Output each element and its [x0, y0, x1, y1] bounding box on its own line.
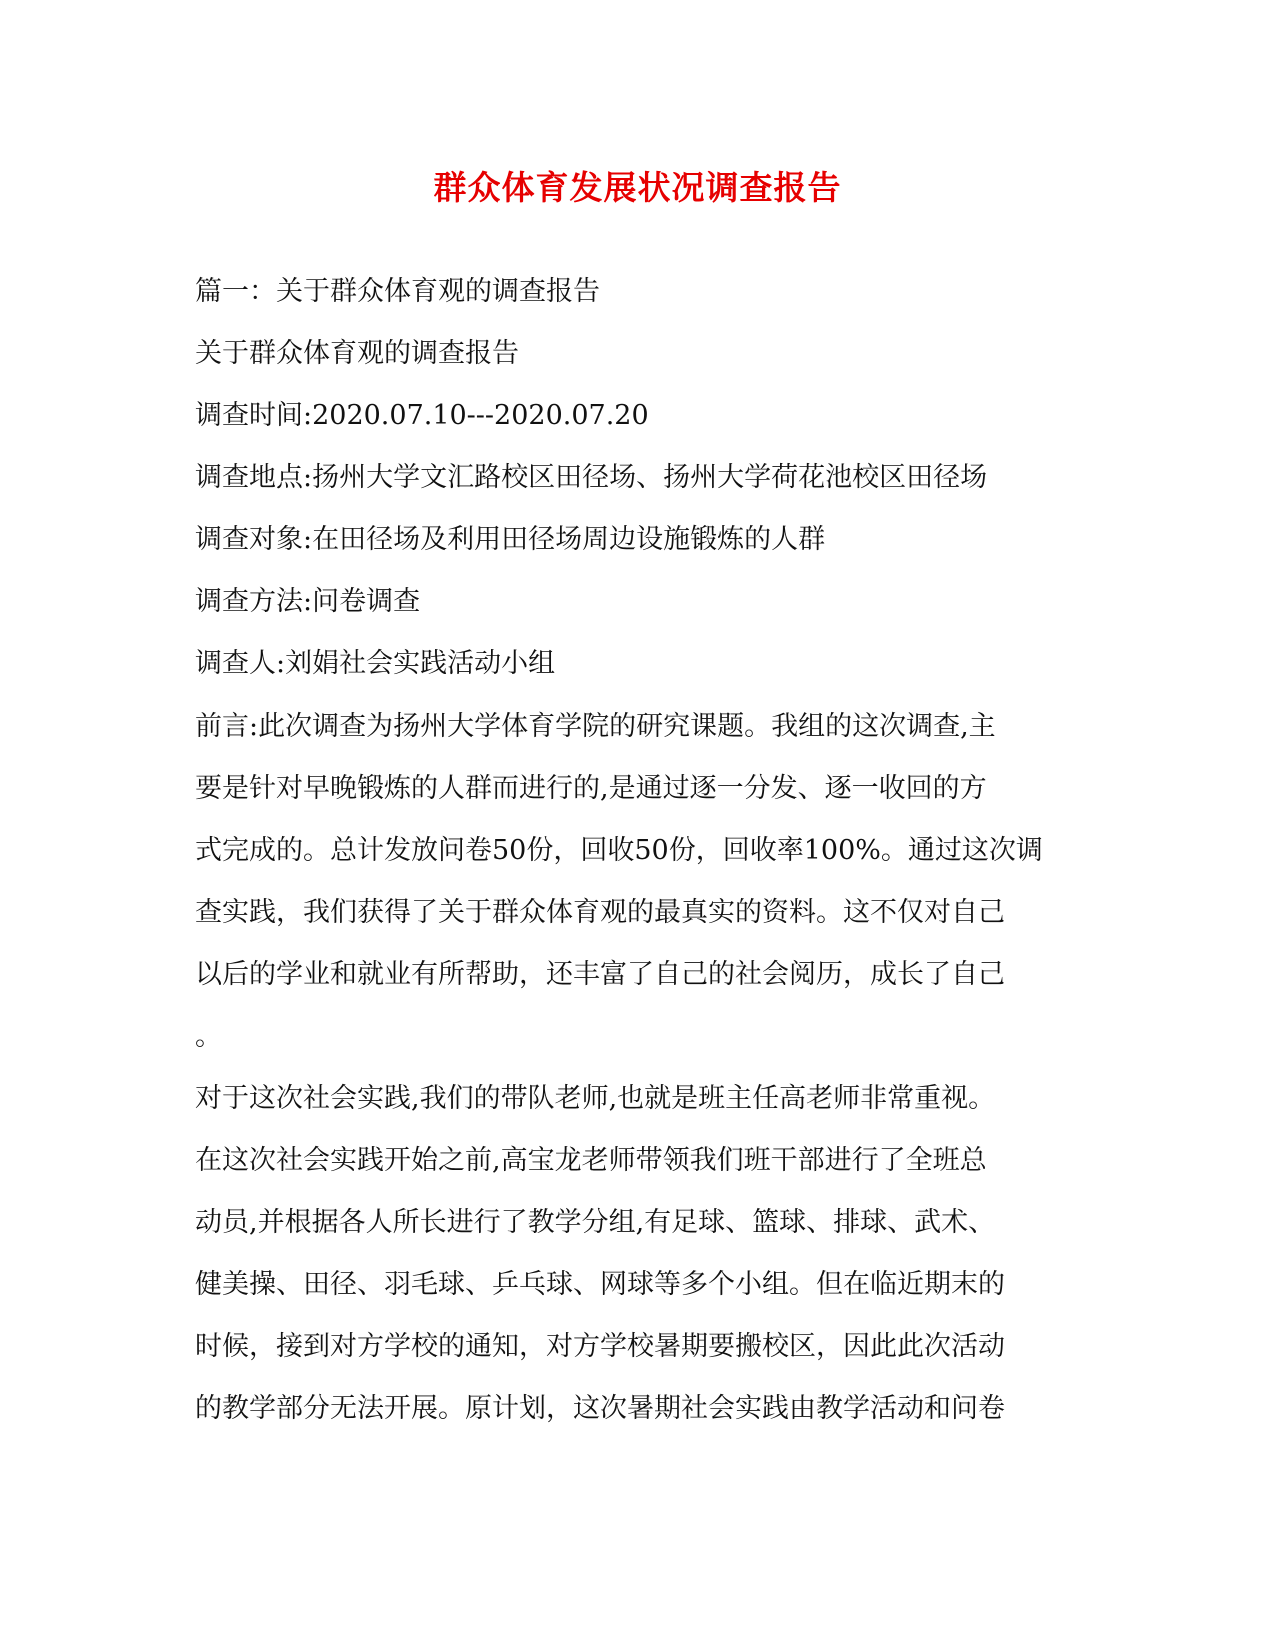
paragraph-line: 要是针对早晚锻炼的人群而进行的,是通过逐一分发、逐一收回的方 [195, 773, 987, 804]
surveyor-line: 调查人:刘娟社会实践活动小组 [195, 648, 556, 679]
survey-time-line: 调查时间:2020.07.10---2020.07.20 [195, 400, 649, 431]
section-heading: 篇一：关于群众体育观的调查报告 [195, 276, 600, 307]
paragraph-line: 式完成的。总计发放问卷50份，回收50份，回收率100%。通过这次调 [195, 835, 1043, 866]
paragraph-line: 时候，接到对方学校的通知，对方学校暑期要搬校区，因此此次活动 [195, 1331, 1005, 1362]
survey-subject-line: 调查对象:在田径场及利用田径场周边设施锻炼的人群 [195, 524, 826, 555]
survey-method-line: 调查方法:问卷调查 [195, 586, 421, 617]
paragraph-line: 前言:此次调查为扬州大学体育学院的研究课题。我组的这次调查,主 [195, 711, 996, 742]
report-title-line: 关于群众体育观的调查报告 [195, 338, 519, 369]
paragraph-line: 对于这次社会实践,我们的带队老师,也就是班主任高老师非常重视。 [195, 1083, 996, 1114]
paragraph-line: 查实践，我们获得了关于群众体育观的最真实的资料。这不仅对自己 [195, 897, 1005, 928]
document-title: 群众体育发展状况调查报告 [433, 168, 842, 207]
paragraph-line: 动员,并根据各人所长进行了教学分组,有足球、篮球、排球、武术、 [195, 1207, 996, 1238]
paragraph-line: 的教学部分无法开展。原计划，这次暑期社会实践由教学活动和问卷 [195, 1393, 1005, 1424]
paragraph-line: 。 [195, 1021, 222, 1052]
survey-location-line: 调查地点:扬州大学文汇路校区田径场、扬州大学荷花池校区田径场 [195, 462, 988, 493]
paragraph-line: 在这次社会实践开始之前,高宝龙老师带领我们班干部进行了全班总 [195, 1145, 987, 1176]
paragraph-line: 健美操、田径、羽毛球、乒乓球、网球等多个小组。但在临近期末的 [195, 1269, 1005, 1300]
paragraph-line: 以后的学业和就业有所帮助，还丰富了自己的社会阅历，成长了自己 [195, 959, 1005, 990]
